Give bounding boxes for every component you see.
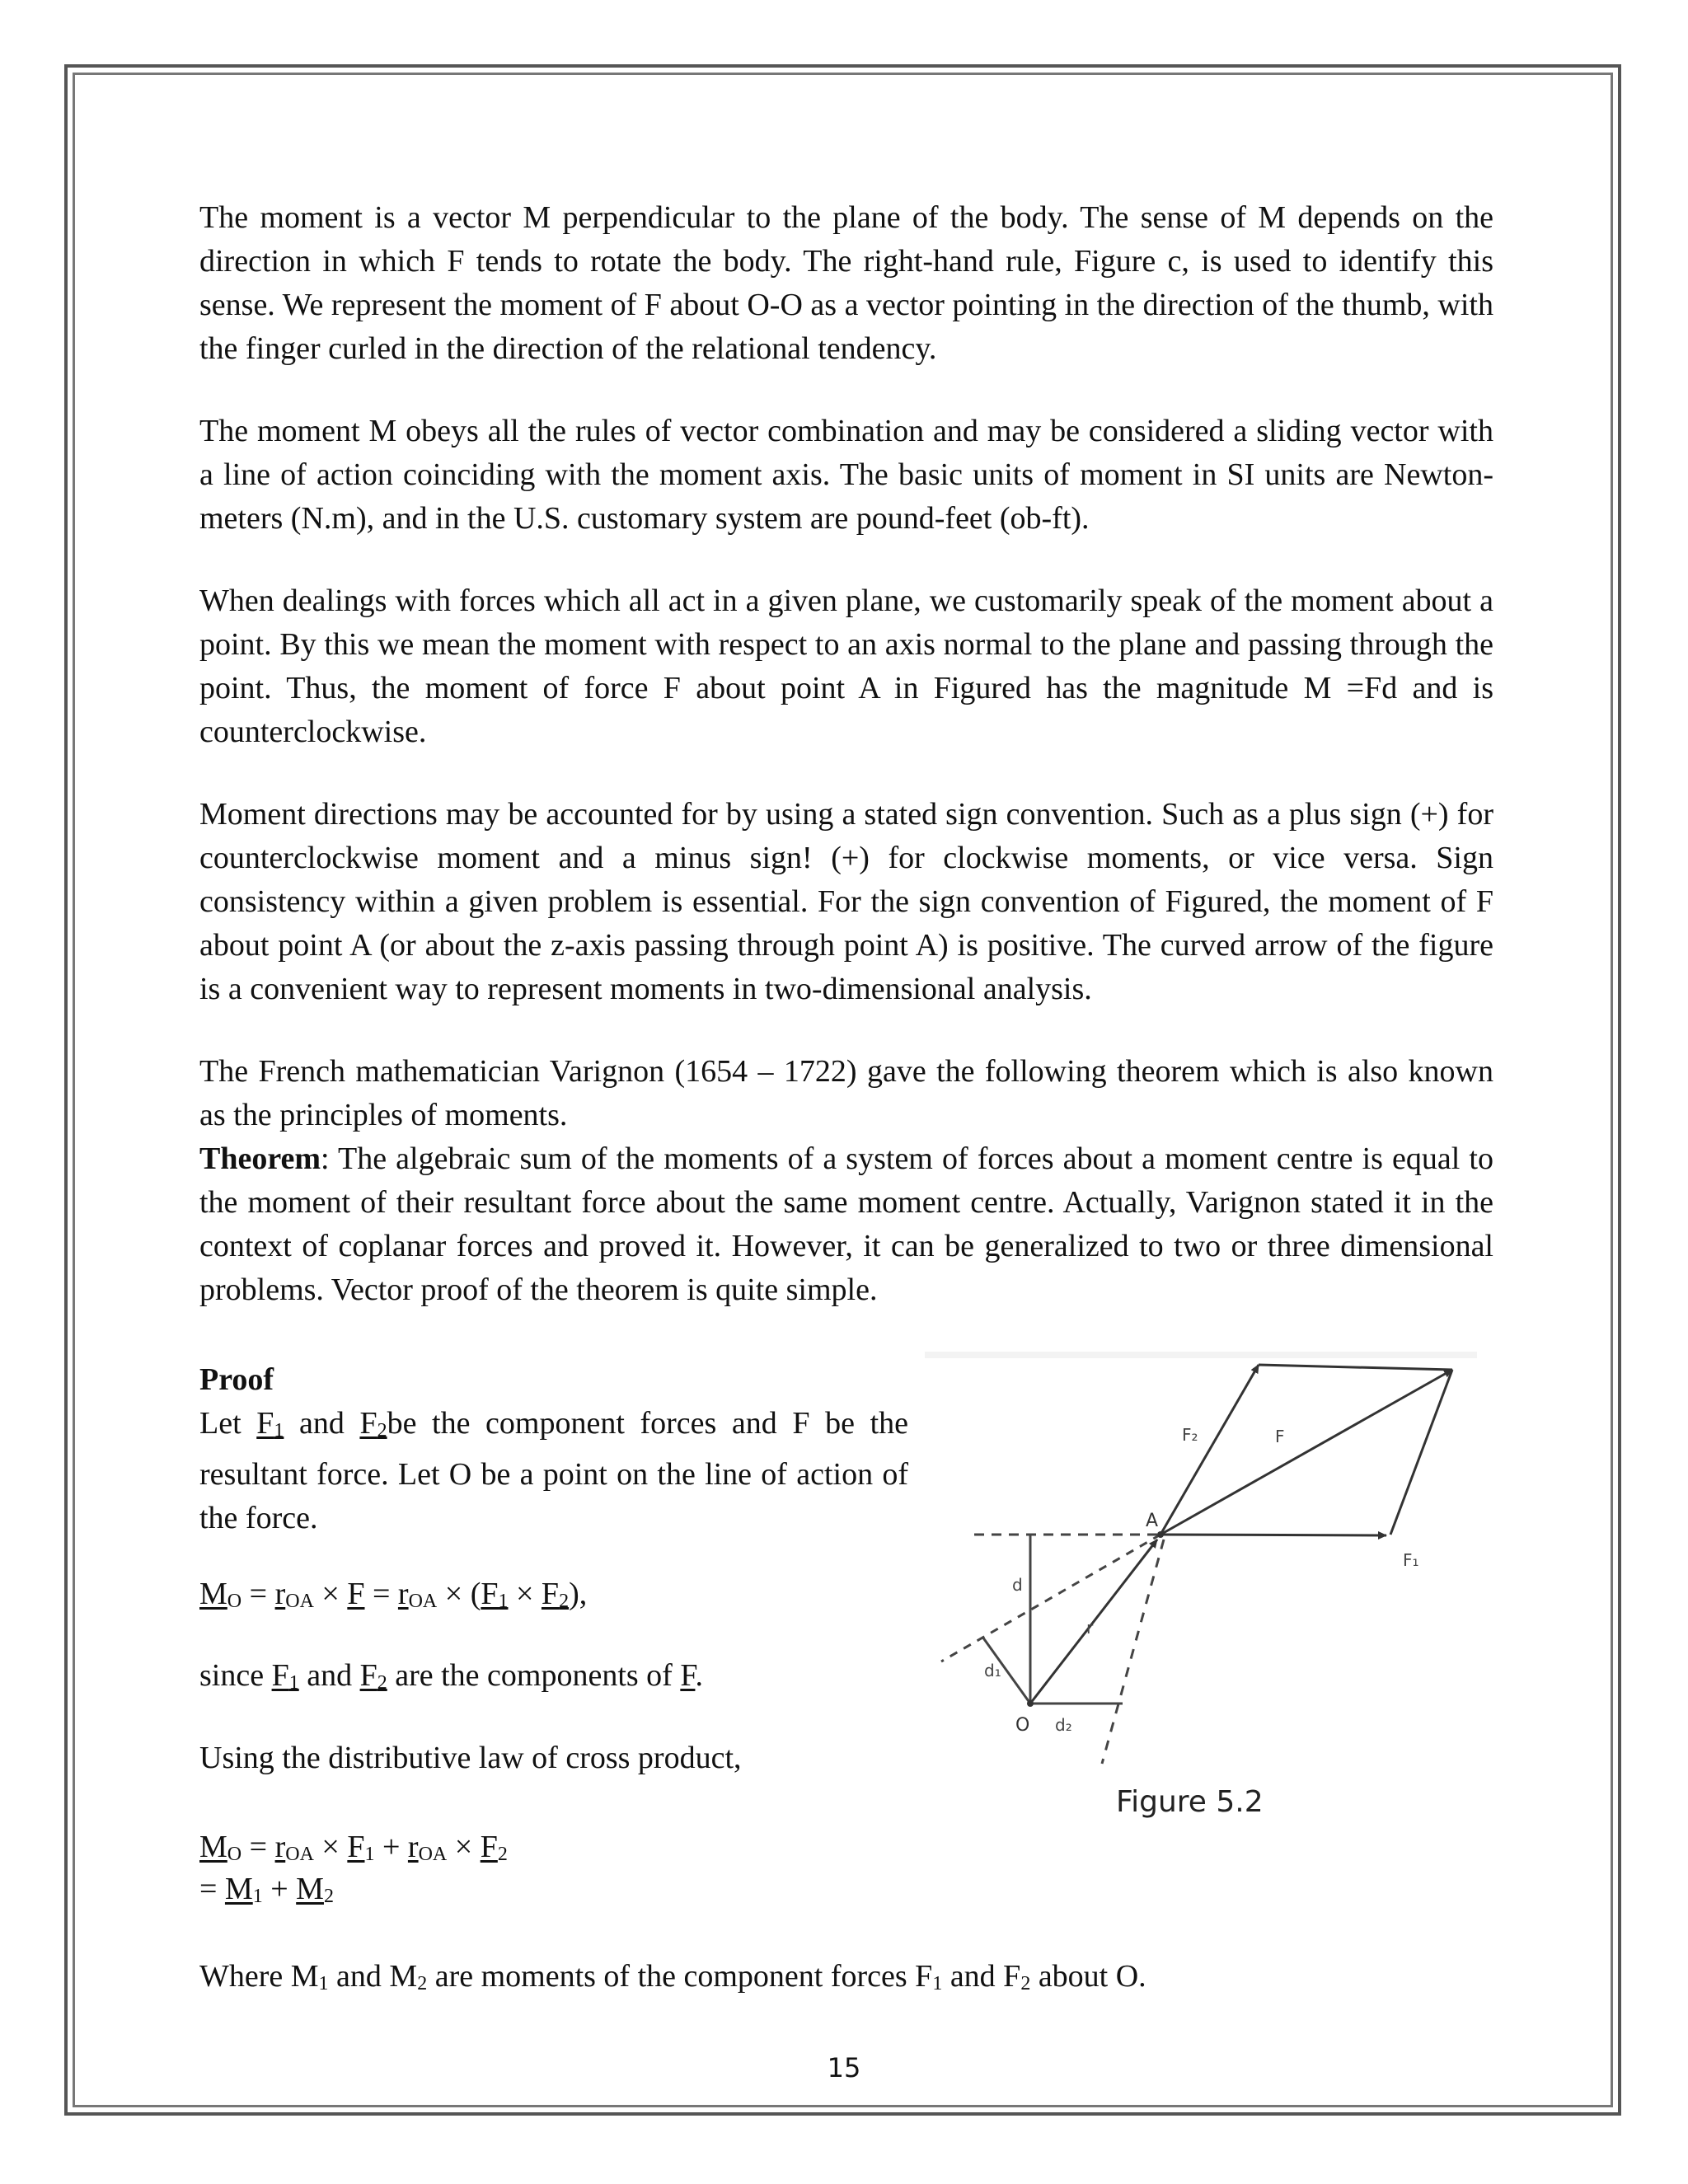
varignon-force-diagram [925, 1352, 1477, 1838]
paragraph-theorem [199, 1137, 1493, 1312]
point-a [1157, 1531, 1164, 1538]
position-vector-r [1030, 1540, 1157, 1704]
where-statement: Where $M_1$ and $M_2$ are moments of the component forces $F_1$ and $F_2$ about O. [199, 1959, 1146, 1994]
label-f1: F₁ [1403, 1550, 1419, 1570]
paragraph-varignon: The French mathematician Varignon (1654 – 1722) gave the following theorem which is also known as the principles of moments. [199, 1054, 1493, 1132]
paragraph-moment-about-point: When dealings with forces which all act in a given plane, we customarily speak of the moment about a point. By this we mean the moment with respect to an axis normal to the plane and passing through the point. Thus, the moment of force F about point A in Figured has the magnitude M =Fd and is counterclockwise. [199, 583, 1493, 749]
label-d: d [1012, 1575, 1023, 1595]
equation-mo-sum: $M_O = r_{OA} \times F_1 + r_{OA} \times F_2$ [199, 1830, 508, 1865]
paragraph-moment-rules: The moment M obeys all the rules of vector combination and may be considered a sliding vector with a line of action coinciding with the moment axis. The basic units of moment in SI units are Newton-meters (N.m), and in the U.S. customary system are pound-feet (ob-ft). [199, 414, 1493, 536]
label-r: r [1086, 1618, 1094, 1638]
arrow-f2 [1160, 1365, 1259, 1535]
proof-intro: Let $F_1$ and $F_2be$ the component forces and F be the resultant force. Let O be a point on the line of action of the force. [199, 1406, 908, 1535]
page-number: 15 [827, 2052, 861, 2083]
label-a: A [1146, 1511, 1159, 1531]
line-of-action-dashed [941, 1535, 1160, 1661]
parallelogram-right [1390, 1370, 1452, 1535]
point-o [1027, 1700, 1034, 1707]
parallelogram-top [1259, 1365, 1452, 1370]
figure-top-shade [925, 1352, 1477, 1358]
label-f: F [1275, 1427, 1285, 1446]
label-o: O [1015, 1715, 1030, 1736]
distributive-law-text: Using the distributive law of cross product, [199, 1741, 742, 1775]
equation-m1-m2: = $M_1 + M_2$ [199, 1872, 334, 1907]
label-d2: d₂ [1055, 1715, 1072, 1735]
paragraph-sign-convention: Moment directions may be accounted for by using a stated sign convention. Such as a plus sign (+) for counterclockwise moment and a minus sign! (+) for clockwise moments, or vice versa. Sign consistency within a given problem is essential. For the sign convention of Figured, the moment of F about point A (or about the z-axis passing through point A) is positive. The curved arrow of the figure is a convenient way to represent moments in two-dimensional analysis. [199, 797, 1493, 1006]
arrow-f-resultant [1160, 1370, 1452, 1535]
proof-heading: Proof [199, 1362, 274, 1397]
since-components: since $F_1$ and $F_2$ are the components of F. [199, 1658, 703, 1694]
figure-caption: Figure 5.2 [1116, 1785, 1264, 1819]
label-f2: F₂ [1182, 1425, 1198, 1445]
label-d1: d₁ [984, 1661, 1001, 1680]
theorem-text: : The algebraic sum of the moments of a system of forces about a moment centre is equal to the moment of their resultant force about the same moment centre. Actually, Varignon stated it in the context of coplanar forces and proved it. However, it can be generalized to two or three dimensional problems. Vector proof of the theorem is quite simple. [199, 1141, 1493, 1307]
vertical-dashed-line [1102, 1540, 1164, 1764]
equation-mo-cross: $M_O = r_{OA} \times F = r_{OA} \times (F_1 \times F_2)$, [199, 1577, 588, 1612]
theorem-label: Theorem [199, 1141, 321, 1176]
paragraph-moment-vector: The moment is a vector M perpendicular to the plane of the body. The sense of M depends on the direction in which F tends to rotate the body. The right-hand rule, Figure c, is used to identify this sense. We represent the moment of F about O-O as a vector pointing in the direction of the thumb, with the finger curled in the direction of the relational tendency. [199, 200, 1493, 366]
